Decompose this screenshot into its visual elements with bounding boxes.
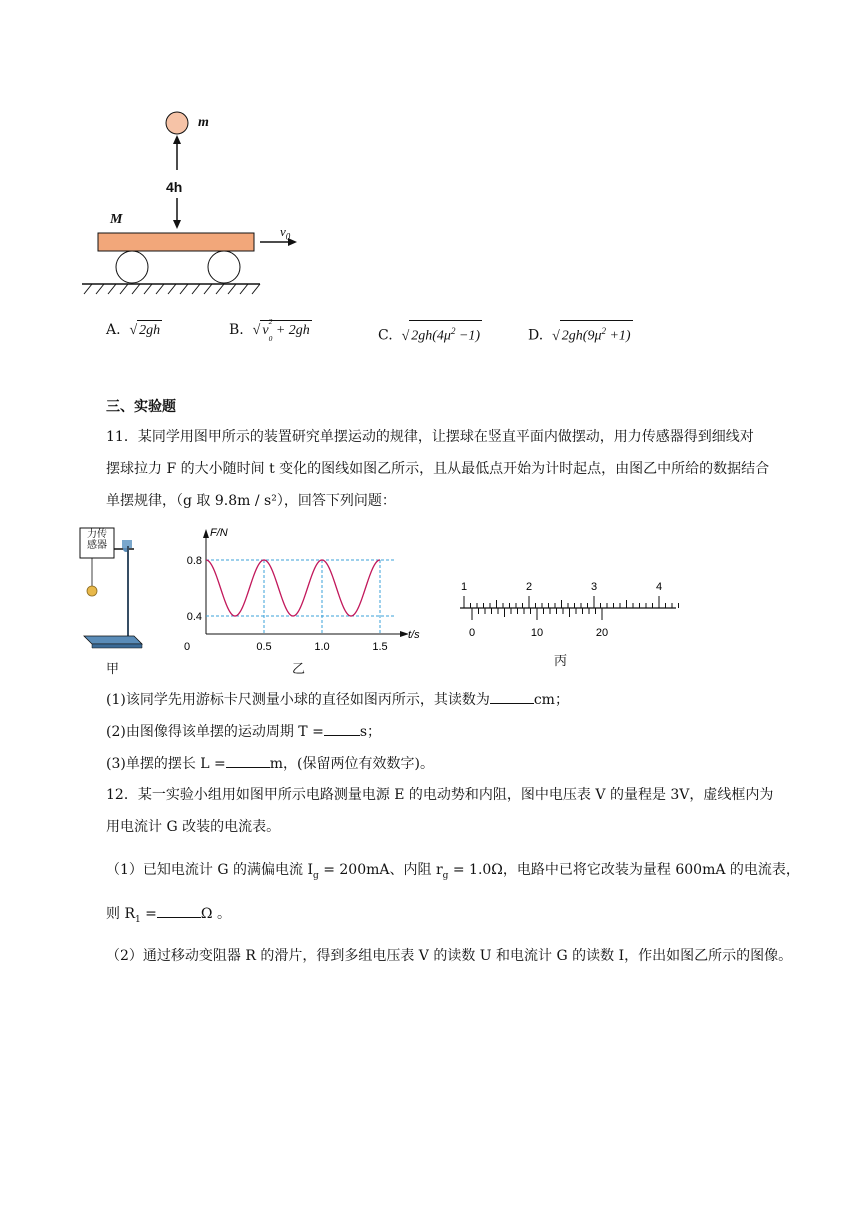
wheel-right [208, 251, 240, 283]
option-d: D. √ $2gh(9\mu^2 +1)$ [528, 320, 633, 347]
cart-body [98, 233, 254, 251]
vernier-caliper-figure [450, 574, 690, 644]
q12-line-1: 12．某一实验小组用如图甲所示电路测量电源 E 的电动势和内阻，图中电压表 V 的量程是 3V，虚线框内为 [106, 787, 774, 803]
answer-blank-period[interactable] [324, 721, 360, 736]
chart-y-tick-label: 0.8 [186, 555, 202, 567]
main-scale-label: 4 [655, 581, 663, 593]
answer-blank-r1[interactable] [157, 903, 201, 918]
main-scale-label: 1 [460, 581, 468, 593]
chart-x-label: t/s [408, 629, 420, 641]
chart-x-tick-label: 0 [184, 641, 191, 653]
vernier-scale-label: 20 [595, 627, 609, 639]
main-scale-label: 3 [590, 581, 598, 593]
q11-sub-1: (1)该同学先用游标卡尺测量小球的直径如图丙所示，其读数为 cm； [106, 689, 569, 710]
sensor-label: 力传 感器 [87, 529, 107, 551]
q11-sub-2: (2)由图像得该单摆的运动周期 T = s； [106, 721, 381, 742]
label-4h: 4h [166, 179, 183, 195]
q11-line-2: 摆球拉力 F 的大小随时间 t 变化的图线如图乙所示，且从最低点开始为计时起点，由图乙中所给的数据结合 [106, 461, 770, 477]
pendulum-ball [87, 586, 97, 596]
section-title: 三、实验题 [106, 399, 176, 415]
caption-yi: 乙 [292, 662, 306, 677]
caption-bing: 丙 [554, 654, 568, 669]
caption-jia: 甲 [106, 662, 120, 677]
wheel-left [116, 251, 148, 283]
q12-line-2: 用电流计 G 改装的电流表。 [106, 819, 281, 835]
option-a: A. √ 2gh [106, 320, 162, 341]
q11-line-1: 11．某同学用图甲所示的装置研究单摆运动的规律，让摆球在竖直平面内做摆动，用力传感器得到细线对 [106, 429, 754, 445]
q12-sub-1-cont: 则 $R_1 = \Omega$ 。 [106, 903, 231, 930]
small-ball [166, 112, 188, 134]
option-c: C. √ $2gh(4\mu^2 -1)$ [378, 320, 482, 347]
force-time-chart [178, 524, 428, 654]
q12-sub-1: （1）已知电流计 G 的满偏电流 $I_g = 200mA$、内阻 $r_g = 1.0\Omega$，电路中已将它改装为量程 600mA 的电流表， [106, 862, 800, 881]
chart-y-label: F/N [210, 527, 228, 539]
label-v0: $v_0$ [280, 224, 291, 242]
chart-x-tick-label: 1.0 [314, 641, 330, 653]
label-m: m [198, 115, 209, 130]
q11-sub-3: (3)单摆的摆长 L = m，(保留两位有效数字)。 [106, 753, 434, 774]
answer-blank-diameter[interactable] [490, 689, 534, 704]
answer-blank-length[interactable] [226, 753, 270, 768]
vernier-scale-label: 0 [468, 627, 476, 639]
option-b: B. √ v 2 $_0$ + 2gh [229, 317, 310, 343]
main-scale-label: 2 [525, 581, 533, 593]
vernier-scale-label: 10 [530, 627, 544, 639]
label-M: M [110, 212, 123, 227]
q12-sub-2: （2）通过移动变阻器 R 的滑片，得到多组电压表 V 的读数 U 和电流计 G 的读数 I，作出如图乙所示的图像。 [106, 948, 793, 964]
chart-x-tick-label: 0.5 [256, 641, 272, 653]
force-curve [206, 560, 380, 616]
chart-y-tick-label: 0.4 [186, 611, 202, 623]
chart-x-tick-label: 1.5 [372, 641, 388, 653]
q11-line-3: 单摆规律，（g 取 9.8m / s²），回答下列问题： [106, 493, 396, 509]
